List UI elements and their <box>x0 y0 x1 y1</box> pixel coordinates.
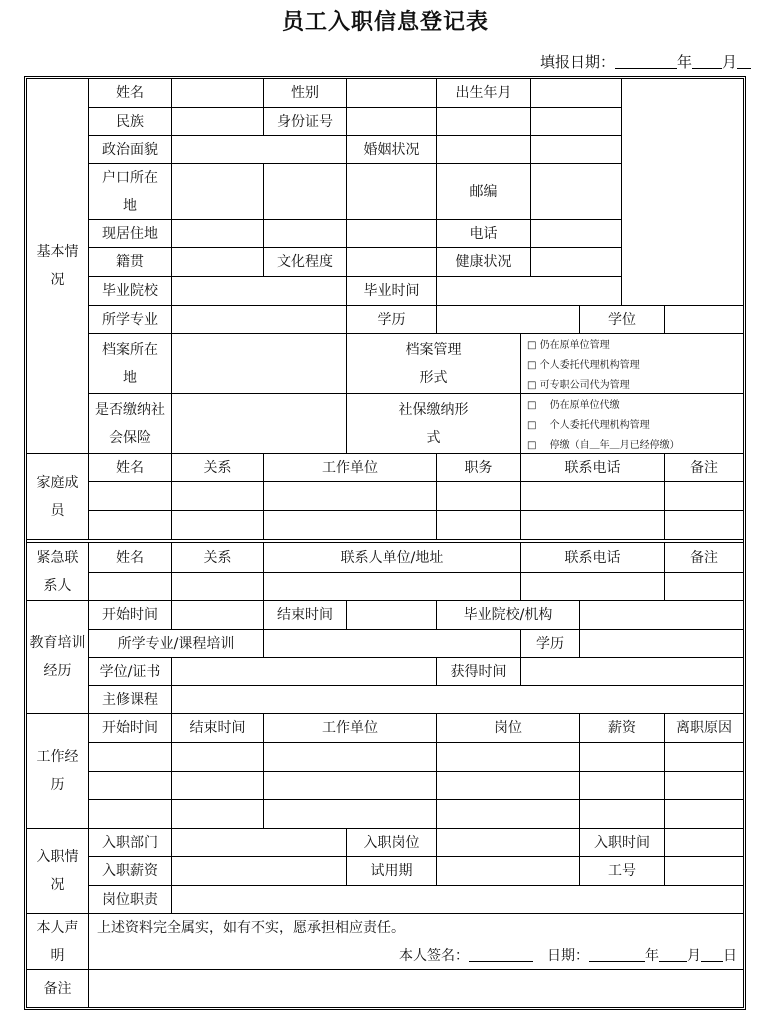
fill-date-year-field[interactable] <box>615 52 677 69</box>
input-hukou-1[interactable] <box>171 163 263 219</box>
registration-table <box>24 76 746 1010</box>
family-header-remark: 备注 <box>664 453 743 481</box>
form-title: 员工入职信息登记表 <box>281 10 489 35</box>
label-social-paid: 是否缴纳社会保险 <box>88 393 171 453</box>
fill-date-month-field[interactable] <box>692 52 722 69</box>
decl-month-label: 月 <box>687 948 701 964</box>
family-row2-position[interactable] <box>436 510 520 539</box>
onboard-input-duty[interactable] <box>171 885 743 913</box>
family-row2-employer[interactable] <box>263 510 436 539</box>
work-header-end: 结束时间 <box>171 713 263 742</box>
emergency-header-name: 姓名 <box>88 543 171 572</box>
family-row2-name[interactable] <box>88 510 171 539</box>
label-ethnicity: 民族 <box>88 107 171 135</box>
work-row2-salary[interactable] <box>579 771 664 799</box>
family-header-relation: 关系 <box>171 453 263 481</box>
label-social-form: 社保缴纳形式 <box>346 393 520 453</box>
family-header-employer: 工作单位 <box>263 453 436 481</box>
work-row3-end[interactable] <box>171 799 263 828</box>
input-id-no-2[interactable] <box>436 107 530 135</box>
input-marital-2[interactable] <box>530 135 621 163</box>
remark-label: 备注 <box>27 969 88 1007</box>
label-grad-time: 毕业时间 <box>346 276 436 305</box>
label-school: 毕业院校 <box>88 276 171 305</box>
input-gender[interactable] <box>346 79 436 107</box>
archive-option-1[interactable]: □ 仍在原单位管理 <box>527 340 610 351</box>
social-option-2[interactable]: □ 个人委托代理机构管理 <box>527 420 650 431</box>
edu-label-degree-level: 学历 <box>520 629 579 657</box>
work-row3-salary[interactable] <box>579 799 664 828</box>
edu-input-school[interactable] <box>579 600 743 629</box>
input-social-paid[interactable] <box>171 393 346 453</box>
input-phone[interactable] <box>530 219 621 247</box>
label-political: 政治面貌 <box>88 135 171 163</box>
decl-month-field[interactable] <box>659 947 687 962</box>
remark-input[interactable] <box>88 969 743 1007</box>
work-row1-start[interactable] <box>88 742 171 771</box>
section-onboard-label: 入职情况 <box>27 828 88 913</box>
work-row1-post[interactable] <box>436 742 579 771</box>
work-row2-employer[interactable] <box>263 771 436 799</box>
section-basic-label: 基本情况 <box>36 244 79 288</box>
work-row2-post[interactable] <box>436 771 579 799</box>
onboard-input-salary[interactable] <box>171 856 346 885</box>
emergency-name[interactable] <box>88 572 171 600</box>
emergency-address[interactable] <box>263 572 520 600</box>
sign-label: 本人签名： <box>399 948 469 964</box>
decl-year-label: 年 <box>645 948 659 964</box>
section-work-label: 工作经历 <box>27 713 88 828</box>
input-id-no-3[interactable] <box>530 107 621 135</box>
input-degree-level[interactable] <box>436 305 579 333</box>
family-row1-relation[interactable] <box>171 481 263 510</box>
input-address-2[interactable] <box>263 219 346 247</box>
fill-date-label: 填报日期： <box>540 53 616 71</box>
decl-day-label: 日 <box>723 948 737 964</box>
label-degree-level: 学历 <box>346 305 436 333</box>
edu-label-school: 毕业院校/机构 <box>436 600 579 629</box>
archive-options <box>520 333 743 393</box>
edu-label-obtained: 获得时间 <box>436 657 520 685</box>
declaration-sign-line <box>89 942 743 970</box>
work-row1-reason[interactable] <box>664 742 743 771</box>
input-postcode[interactable] <box>530 163 621 219</box>
edu-input-end[interactable] <box>346 600 436 629</box>
declaration-text: 上述资料完全属实，如有不实，愿承担相应责任。 <box>97 920 405 936</box>
onboard-input-emp-no[interactable] <box>664 856 743 885</box>
social-option-1[interactable]: □ 仍在原单位代缴 <box>527 400 620 411</box>
input-major[interactable] <box>171 305 346 333</box>
family-row1-employer[interactable] <box>263 481 436 510</box>
declaration-block <box>88 913 743 969</box>
work-header-salary: 薪资 <box>579 713 664 742</box>
input-name[interactable] <box>171 79 263 107</box>
family-row1-remark[interactable] <box>664 481 743 510</box>
emergency-phone[interactable] <box>520 572 664 600</box>
input-ethnicity[interactable] <box>171 107 263 135</box>
label-education: 文化程度 <box>263 247 346 276</box>
label-degree: 学位 <box>579 305 664 333</box>
input-degree[interactable] <box>664 305 743 333</box>
label-postcode: 邮编 <box>436 163 530 219</box>
input-political[interactable] <box>171 135 346 163</box>
label-major: 所学专业 <box>88 305 171 333</box>
onboard-input-post[interactable] <box>436 828 579 856</box>
family-row2-remark[interactable] <box>664 510 743 539</box>
decl-date-label: 日期： <box>547 948 589 964</box>
social-option-3[interactable]: □ 停缴（自＿年＿月已经停缴） <box>527 440 680 451</box>
input-grad-time[interactable] <box>436 276 621 305</box>
decl-year-field[interactable] <box>589 947 645 962</box>
label-archive-mgmt: 档案管理形式 <box>346 333 520 393</box>
section-emergency-label: 紧急联系人 <box>36 549 79 594</box>
edu-label-end: 结束时间 <box>263 600 346 629</box>
input-archive-loc[interactable] <box>171 333 346 393</box>
label-phone: 电话 <box>436 219 530 247</box>
label-gender: 性别 <box>263 79 346 107</box>
work-row1-salary[interactable] <box>579 742 664 771</box>
input-education[interactable] <box>346 247 436 276</box>
work-row2-reason[interactable] <box>664 771 743 799</box>
emergency-remark[interactable] <box>664 572 743 600</box>
input-health[interactable] <box>530 247 621 276</box>
family-row1-phone[interactable] <box>520 481 664 510</box>
work-row3-reason[interactable] <box>664 799 743 828</box>
family-row1-position[interactable] <box>436 481 520 510</box>
work-row3-post[interactable] <box>436 799 579 828</box>
edu-label-major: 所学专业/课程培训 <box>88 629 263 657</box>
decl-day-field[interactable] <box>701 947 723 962</box>
input-id-no-1[interactable] <box>346 107 436 135</box>
fill-date-month-label: 月 <box>722 53 738 71</box>
label-native: 籍贯 <box>88 247 171 276</box>
input-birth[interactable] <box>530 79 621 107</box>
emergency-header-address: 联系人单位/地址 <box>263 543 520 572</box>
onboard-label-duty: 岗位职责 <box>88 885 171 913</box>
input-school[interactable] <box>171 276 346 305</box>
family-row2-phone[interactable] <box>520 510 664 539</box>
onboard-input-date[interactable] <box>664 828 743 856</box>
label-name: 姓名 <box>88 79 171 107</box>
work-row3-start[interactable] <box>88 799 171 828</box>
fill-date-year-label: 年 <box>677 53 693 71</box>
label-birth: 出生年月 <box>436 79 530 107</box>
emergency-header-remark: 备注 <box>664 543 743 572</box>
work-row2-end[interactable] <box>171 771 263 799</box>
edu-input-courses[interactable] <box>171 685 743 713</box>
onboard-label-dept: 入职部门 <box>88 828 171 856</box>
label-archive-loc: 档案所在地 <box>88 333 171 393</box>
onboard-input-probation[interactable] <box>436 856 579 885</box>
label-id-no: 身份证号 <box>263 107 346 135</box>
edu-label-cert: 学位/证书 <box>88 657 171 685</box>
label-hukou: 户口所在地 <box>88 163 171 219</box>
family-header-position: 职务 <box>436 453 520 481</box>
emergency-relation[interactable] <box>171 572 263 600</box>
work-header-post: 岗位 <box>436 713 579 742</box>
label-address: 现居住地 <box>88 219 171 247</box>
emergency-header-phone: 联系电话 <box>520 543 664 572</box>
edu-input-cert[interactable] <box>171 657 436 685</box>
edu-input-degree-level[interactable] <box>579 629 743 657</box>
section-declaration-label: 本人声明 <box>27 913 88 969</box>
input-marital-1[interactable] <box>436 135 530 163</box>
work-header-start: 开始时间 <box>88 713 171 742</box>
input-hukou-2[interactable] <box>263 163 346 219</box>
photo-area[interactable] <box>621 79 743 305</box>
edu-label-courses: 主修课程 <box>88 685 171 713</box>
family-row2-relation[interactable] <box>171 510 263 539</box>
input-address-3[interactable] <box>346 219 436 247</box>
input-native[interactable] <box>171 247 263 276</box>
onboard-label-date: 入职时间 <box>579 828 664 856</box>
work-row1-end[interactable] <box>171 742 263 771</box>
section-family-label: 家庭成员 <box>27 453 88 539</box>
work-header-employer: 工作单位 <box>263 713 436 742</box>
onboard-input-dept[interactable] <box>171 828 346 856</box>
work-row3-employer[interactable] <box>263 799 436 828</box>
onboard-label-emp-no: 工号 <box>579 856 664 885</box>
archive-option-3[interactable]: □ 可专职公司代为管理 <box>527 380 630 391</box>
label-marital: 婚姻状况 <box>346 135 436 163</box>
archive-option-2[interactable]: □ 个人委托代理机构管理 <box>527 360 640 371</box>
fill-date-day-field[interactable] <box>737 52 751 69</box>
edu-label-start: 开始时间 <box>88 600 171 629</box>
emergency-header-relation: 关系 <box>171 543 263 572</box>
edu-input-major[interactable] <box>263 629 520 657</box>
input-hukou-3[interactable] <box>346 163 436 219</box>
work-header-reason: 离职原因 <box>664 713 743 742</box>
family-header-name: 姓名 <box>88 453 171 481</box>
social-options <box>520 393 743 453</box>
fill-date <box>540 50 771 74</box>
onboard-label-post: 入职岗位 <box>346 828 436 856</box>
edu-input-start[interactable] <box>171 600 263 629</box>
signature-field[interactable] <box>469 947 533 962</box>
family-header-phone: 联系电话 <box>520 453 664 481</box>
section-edu-label: 教育培训经历 <box>27 600 88 713</box>
work-row1-employer[interactable] <box>263 742 436 771</box>
onboard-label-salary: 入职薪资 <box>88 856 171 885</box>
label-health: 健康状况 <box>436 247 530 276</box>
family-row1-name[interactable] <box>88 481 171 510</box>
edu-input-obtained[interactable] <box>520 657 743 685</box>
work-row2-start[interactable] <box>88 771 171 799</box>
onboard-label-probation: 试用期 <box>346 856 436 885</box>
input-address-1[interactable] <box>171 219 263 247</box>
